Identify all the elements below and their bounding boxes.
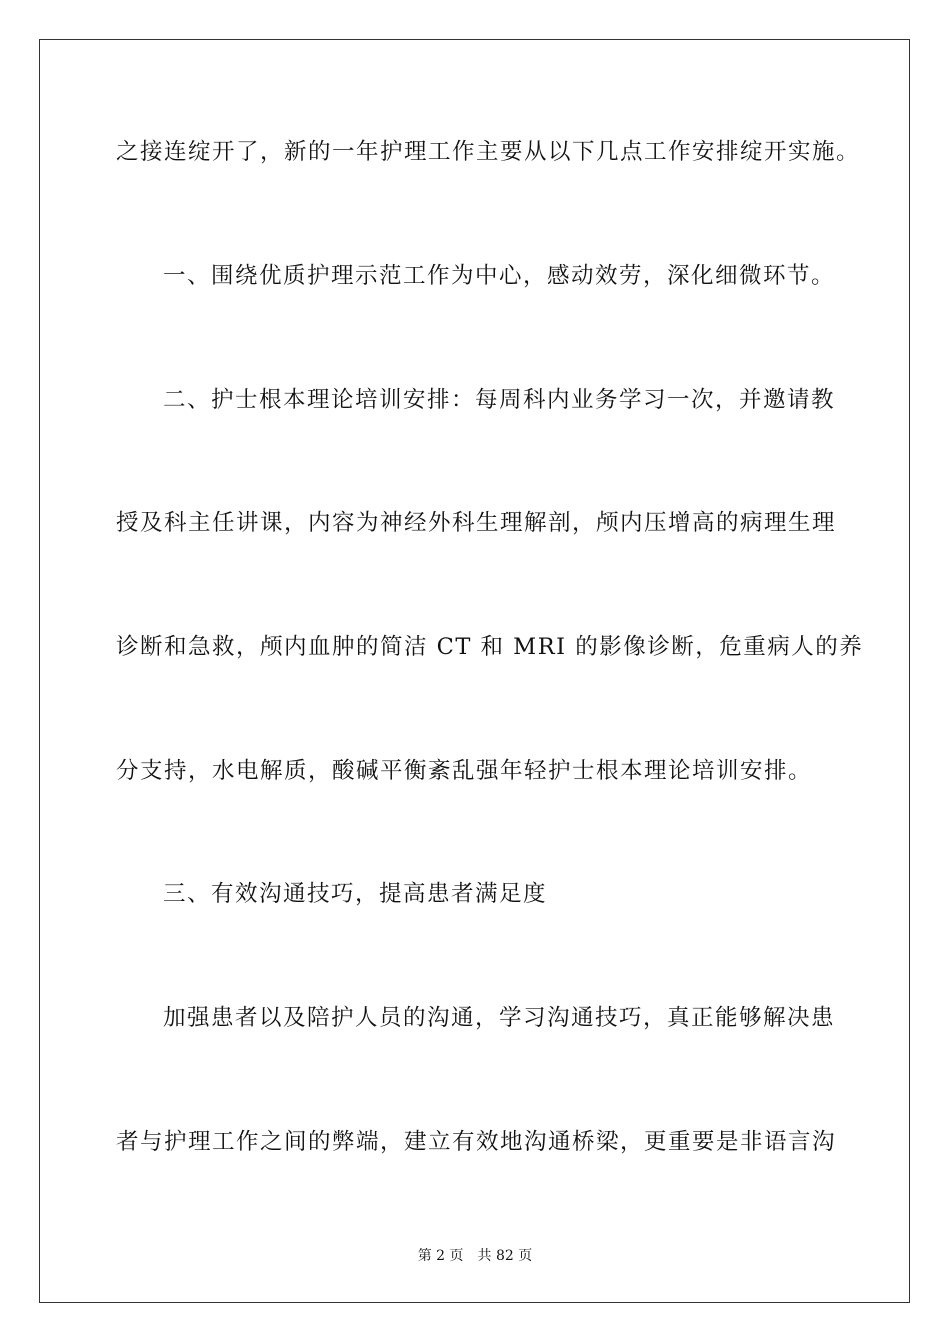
text-line-6: 分支持，水电解质，酸碱平衡紊乱强年轻护士根本理论培训安排。 xyxy=(116,758,813,784)
text-line-1: 之接连绽开了，新的一年护理工作主要从以下几点工作安排绽开实施。 xyxy=(116,139,861,165)
page-border xyxy=(39,39,910,1303)
page-number: 第 2 页 xyxy=(417,1248,464,1264)
text-line-4: 授及科主任讲课，内容为神经外科生理解剖，颅内压增高的病理生理 xyxy=(116,510,837,536)
text-line-3: 二、护士根本理论培训安排：每周科内业务学习一次，并邀请教 xyxy=(163,387,836,413)
text-line-5: 诊断和急救，颅内血肿的简洁 CT 和 MRI 的影像诊断，危重病人的养 xyxy=(116,634,864,660)
text-line-9: 者与护理工作之间的弊端，建立有效地沟通桥梁，更重要是非语言沟 xyxy=(116,1129,837,1155)
page-footer xyxy=(0,1247,950,1265)
text-line-2: 一、围绕优质护理示范工作为中心，感动效劳，深化细微环节。 xyxy=(163,263,836,289)
text-line-8: 加强患者以及陪护人员的沟通，学习沟通技巧，真正能够解决患 xyxy=(163,1005,836,1031)
text-line-7: 三、有效沟通技巧，提高患者满足度 xyxy=(163,881,548,907)
page-total: 共 82 页 xyxy=(477,1248,533,1264)
